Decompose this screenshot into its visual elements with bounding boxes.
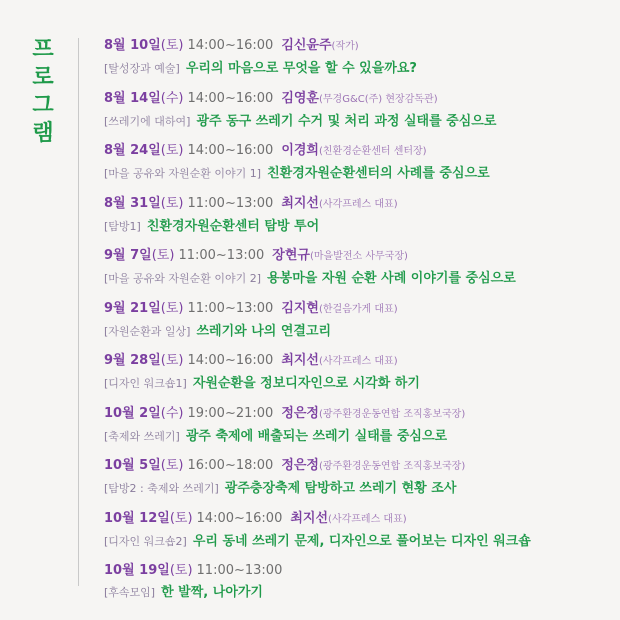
entry-day: (수) xyxy=(160,90,184,106)
entry-speaker: 정은정 xyxy=(281,405,319,421)
entry-date: 10월 19일 xyxy=(104,563,170,578)
entry-time: 14:00~16:00 xyxy=(196,510,283,526)
entry-title: 친환경자원순환센터 탐방 투어 xyxy=(146,218,320,234)
entry-meta xyxy=(104,406,604,423)
entry-day: (토) xyxy=(169,510,193,526)
entry-speaker: 최지선 xyxy=(281,195,319,211)
entry-time: 14:00~16:00 xyxy=(187,353,274,368)
entry-title: 우리 동네 쓰레기 문제, 디자인으로 풀어보는 디자인 워크숍 xyxy=(192,533,531,549)
entry-topic xyxy=(104,218,604,235)
entry-topic xyxy=(104,165,604,182)
entry-category: [탐방2 : 축제와 쓰레기] xyxy=(104,482,219,495)
entry-date: 8월 14일 xyxy=(104,90,161,106)
entry-affiliation: (사각프레스 대표) xyxy=(319,198,398,210)
entry-time: 14:00~16:00 xyxy=(187,143,274,158)
entry-speaker: 이경희 xyxy=(281,143,319,158)
entry-date: 10월 5일 xyxy=(104,458,161,473)
program-entry xyxy=(104,458,604,511)
entry-time: 14:00~16:00 xyxy=(187,90,274,106)
entry-day: (토) xyxy=(160,300,184,316)
entry-affiliation: (사각프레스 대표) xyxy=(328,513,407,525)
entry-title: 광주충장축제 탐방하고 쓰레기 현황 조사 xyxy=(224,481,457,496)
entry-day: (토) xyxy=(160,195,184,211)
entry-category: [마을 공유와 자원순환 이야기 2] xyxy=(104,272,262,285)
entry-title: 광주 축제에 배출되는 쓰레기 실태를 중심으로 xyxy=(185,428,448,444)
program-entry xyxy=(104,353,604,406)
program-heading-char: 프 xyxy=(32,37,54,62)
vertical-divider xyxy=(78,38,79,586)
entry-time: 11:00~13:00 xyxy=(187,300,274,316)
entry-day: (토) xyxy=(151,248,175,263)
entry-day: (토) xyxy=(169,563,193,578)
entry-topic xyxy=(104,428,604,445)
entry-meta xyxy=(104,511,604,528)
program-entry xyxy=(104,38,604,91)
entry-meta xyxy=(104,458,604,475)
entry-speaker: 장현규 xyxy=(272,248,310,263)
program-entry xyxy=(104,511,604,564)
entry-speaker: 최지선 xyxy=(281,353,319,368)
entry-topic xyxy=(104,113,604,130)
entry-category: [쓰레기에 대하여] xyxy=(104,114,191,128)
entry-time: 16:00~18:00 xyxy=(187,458,274,473)
entry-day: (토) xyxy=(160,143,184,158)
entry-date: 8월 24일 xyxy=(104,143,161,158)
program-list xyxy=(104,38,604,616)
entry-meta xyxy=(104,301,604,318)
entry-meta xyxy=(104,196,604,213)
entry-meta xyxy=(104,353,604,370)
entry-time: 11:00~13:00 xyxy=(187,195,274,211)
entry-meta xyxy=(104,91,604,108)
entry-topic xyxy=(104,270,604,287)
entry-category: [마을 공유와 자원순환 이야기 1] xyxy=(104,167,262,180)
entry-category: [자원순환과 일상] xyxy=(104,324,191,338)
entry-date: 8월 10일 xyxy=(104,38,161,53)
entry-time: 14:00~16:00 xyxy=(187,38,274,53)
entry-meta xyxy=(104,563,604,579)
entry-affiliation: (무경G&C(주) 현장감독관) xyxy=(319,93,438,105)
entry-date: 10월 2일 xyxy=(104,405,161,421)
entry-date: 10월 12일 xyxy=(104,510,170,526)
entry-date: 9월 7일 xyxy=(104,248,152,263)
entry-topic xyxy=(104,60,604,77)
entry-category: [후속모임] xyxy=(104,586,156,599)
entry-affiliation: (작가) xyxy=(331,41,359,52)
entry-title: 친환경자원순환센터의 사례를 중심으로 xyxy=(267,166,490,181)
entry-title: 쓰레기와 나의 연결고리 xyxy=(196,323,332,339)
entry-time: 11:00~13:00 xyxy=(178,248,265,263)
entry-affiliation: (마을발전소 사무국장) xyxy=(309,251,408,262)
entry-title: 자원순환을 정보디자인으로 시각화 하기 xyxy=(192,376,420,391)
entry-category: [디자인 워크숍1] xyxy=(104,377,187,390)
entry-speaker: 김신윤주 xyxy=(281,38,332,53)
entry-category: [탐방1] xyxy=(104,219,141,233)
entry-affiliation: (친환경순환센터 센터장) xyxy=(319,146,427,157)
program-entry xyxy=(104,563,604,616)
entry-meta xyxy=(104,143,604,160)
program-entry xyxy=(104,143,604,196)
entry-date: 9월 28일 xyxy=(104,353,161,368)
entry-topic xyxy=(104,533,604,550)
entry-meta xyxy=(104,248,604,265)
entry-affiliation: (사각프레스 대표) xyxy=(319,356,398,367)
entry-affiliation: (광주환경운동연합 조직홍보국장) xyxy=(319,461,466,472)
entry-title: 광주 동구 쓰레기 수거 및 처리 과정 실태를 중심으로 xyxy=(196,113,497,129)
program-heading-char: 그 xyxy=(32,93,54,118)
program-heading xyxy=(28,36,58,148)
program-entry xyxy=(104,248,604,301)
program-entry xyxy=(104,406,604,459)
entry-day: (수) xyxy=(160,405,184,421)
entry-title: 한 발짝, 나아가기 xyxy=(161,585,263,600)
program-heading-char: 로 xyxy=(32,65,54,90)
entry-category: [탈성장과 예술] xyxy=(104,62,180,75)
program-entry xyxy=(104,301,604,354)
entry-affiliation: (한걸음가게 대표) xyxy=(319,303,398,315)
entry-category: [축제와 쓰레기] xyxy=(104,429,180,443)
program-entry xyxy=(104,91,604,144)
entry-speaker: 김영훈 xyxy=(281,90,319,106)
entry-day: (토) xyxy=(160,38,184,53)
entry-time: 19:00~21:00 xyxy=(187,405,274,421)
entry-topic xyxy=(104,480,604,497)
entry-meta xyxy=(104,38,604,55)
program-entry xyxy=(104,196,604,249)
entry-date: 9월 21일 xyxy=(104,300,161,316)
entry-speaker: 최지선 xyxy=(290,510,329,526)
entry-topic xyxy=(104,584,604,601)
entry-title: 우리의 마음으로 무엇을 할 수 있을까요? xyxy=(185,61,417,76)
entry-category: [디자인 워크숍2] xyxy=(104,534,187,548)
entry-title: 용봉마을 자원 순환 사례 이야기를 중심으로 xyxy=(267,271,516,286)
program-heading-char: 램 xyxy=(32,121,54,146)
entry-affiliation: (광주환경운동연합 조직홍보국장) xyxy=(319,408,466,420)
entry-day: (토) xyxy=(160,353,184,368)
entry-speaker: 김지현 xyxy=(281,300,319,316)
entry-day: (토) xyxy=(160,458,184,473)
entry-time: 11:00~13:00 xyxy=(196,563,283,578)
entry-speaker: 정은정 xyxy=(281,458,319,473)
entry-topic xyxy=(104,375,604,392)
entry-date: 8월 31일 xyxy=(104,195,161,211)
entry-topic xyxy=(104,323,604,340)
